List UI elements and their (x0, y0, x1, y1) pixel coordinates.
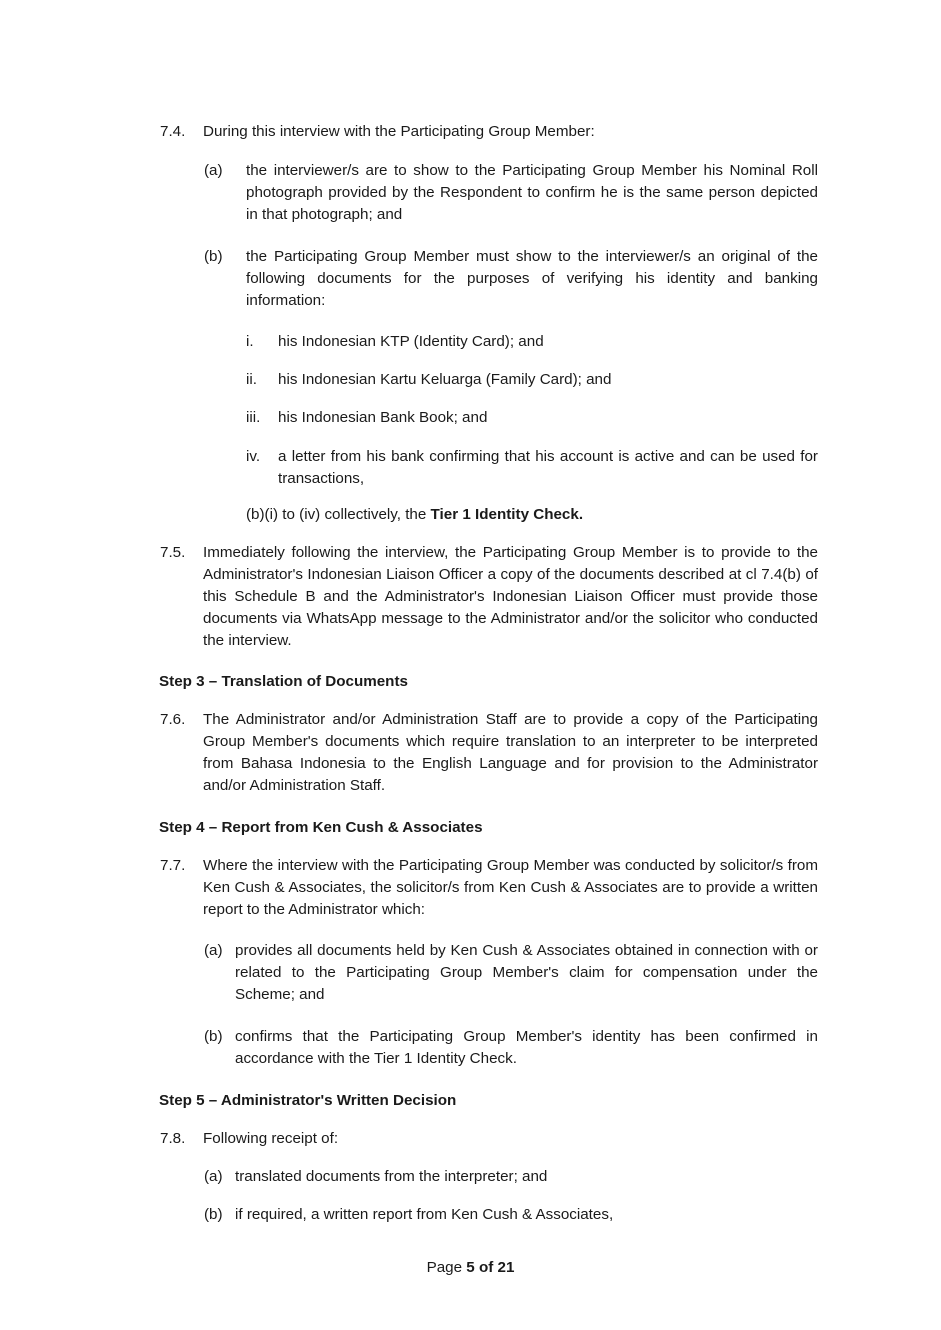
clause-number: 7.5. (160, 544, 186, 561)
item-label: ii. (246, 371, 257, 388)
sub-text: confirms that the Participating Group Member's identity has been confirmed in accordance with the Tier 1 Identity Check. (235, 1028, 818, 1067)
page-footer (0, 1257, 941, 1279)
item-label: i. (246, 333, 254, 350)
clause-text: During this interview with the Participating Group Member: (203, 123, 595, 140)
sub-text: translated documents from the interpreter; and (235, 1168, 548, 1185)
clause-text: Following receipt of: (203, 1130, 339, 1147)
definition-prefix: (b)(i) to (iv) collectively, the (246, 506, 431, 523)
clause-number: 7.7. (160, 857, 186, 874)
collective-definition (246, 504, 818, 526)
item-text: his Indonesian Bank Book; and (278, 409, 488, 426)
item-text: his Indonesian Kartu Keluarga (Family Card); and (278, 371, 612, 388)
clause-number: 7.6. (160, 711, 186, 728)
sub-label: (a) (204, 942, 223, 959)
step-heading: Step 5 – Administrator's Written Decision (159, 1092, 457, 1109)
sub-text: provides all documents held by Ken Cush & Associates obtained in connection with or related to the Participating Group Member's claim for compensation under the Scheme; and (235, 942, 818, 1003)
clause-number: 7.8. (160, 1130, 186, 1147)
definition-suffix: . (578, 506, 584, 523)
sub-label: (a) (204, 1168, 223, 1185)
clause-text: Where the interview with the Participating Group Member was conducted by solicitor/s from Ken Cush & Associates, the solicitor/s from Ken Cush & Associates are to provide a written report to the Administrator which: (203, 857, 818, 918)
item-text: a letter from his bank confirming that his account is active and can be used for transactions, (278, 448, 818, 487)
sub-label: (a) (204, 162, 223, 179)
sub-text: the interviewer/s are to show to the Participating Group Member his Nominal Roll photograph provided by the Respondent to confirm he is the same person depicted in that photograph; and (246, 162, 818, 223)
page-total: 21 (497, 1259, 515, 1276)
clause-text: Immediately following the interview, the Participating Group Member is to provide to the Administrator's Indonesian Liaison Officer a copy of the documents described at cl 7.4(b) of this Schedule B and the Administrator's Indonesian Liaison Officer must provide those documents via WhatsApp message to the Administrator and/or the solicitor who conducted the interview. (203, 544, 818, 649)
sub-label: (b) (204, 248, 223, 265)
of-word: of (474, 1259, 498, 1276)
sub-label: (b) (204, 1206, 223, 1223)
item-text: his Indonesian KTP (Identity Card); and (278, 333, 544, 350)
item-label: iii. (246, 409, 261, 426)
page-word: Page (426, 1259, 467, 1276)
item-label: iv. (246, 448, 261, 465)
sub-text: if required, a written report from Ken Cush & Associates, (235, 1206, 614, 1223)
page-number: 5 (466, 1259, 475, 1276)
defined-term: Tier 1 Identity Check (430, 506, 579, 523)
sub-text: the Participating Group Member must show to the interviewer/s an original of the following documents for the purposes of verifying his identity and banking information: (246, 248, 818, 309)
clause-text: The Administrator and/or Administration Staff are to provide a copy of the Participating Group Member's documents which require translation to an interpreter to be interpreted from Bahasa Indonesia to the English Language and for provision to the Administrator and/or Administration Staff. (203, 711, 818, 794)
sub-label: (b) (204, 1028, 223, 1045)
clause-number: 7.4. (160, 123, 186, 140)
step-heading: Step 3 – Translation of Documents (159, 673, 408, 690)
step-heading: Step 4 – Report from Ken Cush & Associates (159, 819, 483, 836)
